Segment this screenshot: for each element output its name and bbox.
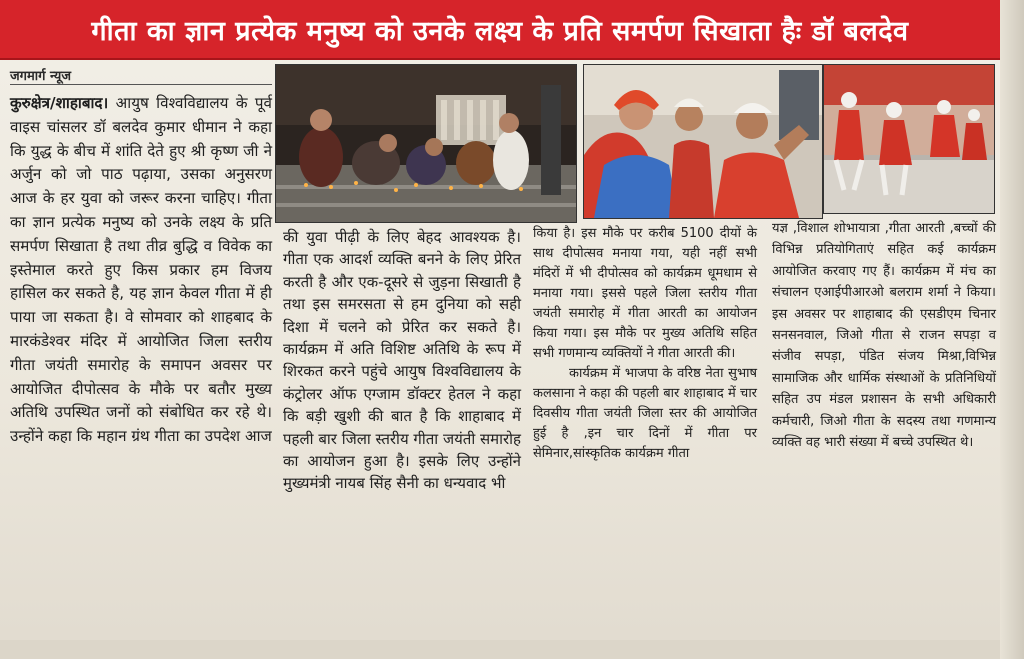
article-text-col2: की युवा पीढ़ी के लिए बेहद आवश्यक है। गीता एक आदर्श व्यक्ति बनने के लिए प्रेरित करती है और एक-दूसरे से जुड़ना सिखाती है तथा इस समरसता से हम दुनिया को सही दिशा में चलने को प्रेरित कर सकते है। कार्यक्रम में अति विशिष्ट अतिथि के रूप में शिरकत करने पहुंचे आयुष विश्वविद्यालय के कंट्रोलर ऑफ एग्जाम डॉक्टर हेतल ने कहा कि बड़ी खुशी की बात है कि शाहाबाद में पहली बार जिला स्तरीय गीता जयंती समारोह का आयोजन हुआ है। इसके लिए उन्होंने मुख्यमंत्री नायब सिंह सैनी का धन्यवाद भी xyxy=(283,228,521,493)
dateline: कुरुक्षेत्र/शाहाबाद। xyxy=(10,94,109,112)
article-column-1 xyxy=(10,92,272,449)
article-column-3 xyxy=(533,224,757,464)
article-text-col3-p2: कार्यक्रम में भाजपा के वरिष्ठ नेता सुभाष कलसाना ने कहा की पहली बार शाहाबाद में चार दिवसीय गीता जयंती जिला स्तर की आयोजित हुई है ,इन चार दिनों में गीता पर सेमिनार,सांस्कृतिक कार्यक्रम गीता xyxy=(533,366,757,461)
article-text-col4: यज्ञ ,विशाल शोभायात्रा ,गीता आरती ,बच्चों की विभिन्न प्रतियोगिताएं सहित कई कार्यक्रम आयोजित करवाए गए हैं। कार्यक्रम में मंच का संचालन एआईपीआरओ बलराम शर्मा ने किया। इस अवसर पर शाहाबाद की एसडीएम चिनार सनसनवाल, जिओ गीता से राजन सपड़ा व संजीव सपड़ा, पंडित संजय मिश्रा,विभिन्न सामाजिक और धार्मिक संस्थाओं के प्रतिनिधियों सहित उप मंडल प्रशासन के सभी अधिकारी कर्मचारी, जिओ गीता के सदस्य तथा गणमान्य व्यक्ति वह भारी संख्या में बच्चे उपस्थित थे। xyxy=(772,221,996,451)
page-bottom-edge xyxy=(0,640,1000,659)
photo-diya-lighting xyxy=(275,64,577,223)
byline: जगमार्ग न्यूज xyxy=(10,69,71,84)
article-text-col3-p1: किया है। इस मौके पर करीब 5100 दीयों के साथ दीपोत्सव मनाया गया, यही नहीं सभी मंदिरों में भी दीपोत्सव को कार्यक्रम धूमधाम से मनाया गया। इससे पहले जिला स्तरीय गीता जयंती समारोह में गीता आरती का आयोजन किया गया। इस मौके पर मुख्य अतिथि सहित सभी गणमान्य व्यक्तियों ने गीता आरती की। xyxy=(533,226,757,361)
photo-students-costumes xyxy=(583,64,823,219)
article-column-2 xyxy=(283,226,521,495)
headline-banner xyxy=(0,0,1000,60)
article-column-4 xyxy=(772,218,996,453)
article-text-col1: आयुष विश्वविद्यालय के पूर्व वाइस चांसलर डॉ बलदेव कुमार धीमान ने कहा कि युद्ध के बीच में शांति देते हुए श्री कृष्ण जी ने अर्जुन को जो पाठ पढ़ाया, उसका अनुसरण आज के हर युवा को जरूर करना चाहिए। गीता का ज्ञान प्रत्येक मनुष्य को उनके लक्ष्य के प्रति समर्पण सिखाता है तथा तीव्र बुद्धि व विवेक का इस्तेमाल करते हुए किस प्रकार हम विजय हासिल कर सकते है, यह ज्ञान केवल गीता में ही पाया जा सकता है। वे सोमवार को शाहबाद के मारकंडेश्वर मंदिर में आयोजित जिला स्तरीय गीता जयंती समारोह के समापन अवसर पर आयोजित दीपोत्सव के मौके पर बतौर मुख्य अतिथि उपस्थित जनों को संबोधित कर रहे थे। उन्होंने कहा कि महान ग्रंथ गीता का उपदेश आज xyxy=(10,94,272,446)
headline: गीता का ज्ञान प्रत्येक मनुष्य को उनके लक्ष्य के प्रति समर्पण सिखाता हैः डॉ बलदेव xyxy=(91,15,909,47)
paper-edge xyxy=(1000,0,1024,659)
byline-divider xyxy=(10,84,272,85)
photo-dance-performance xyxy=(823,64,995,214)
